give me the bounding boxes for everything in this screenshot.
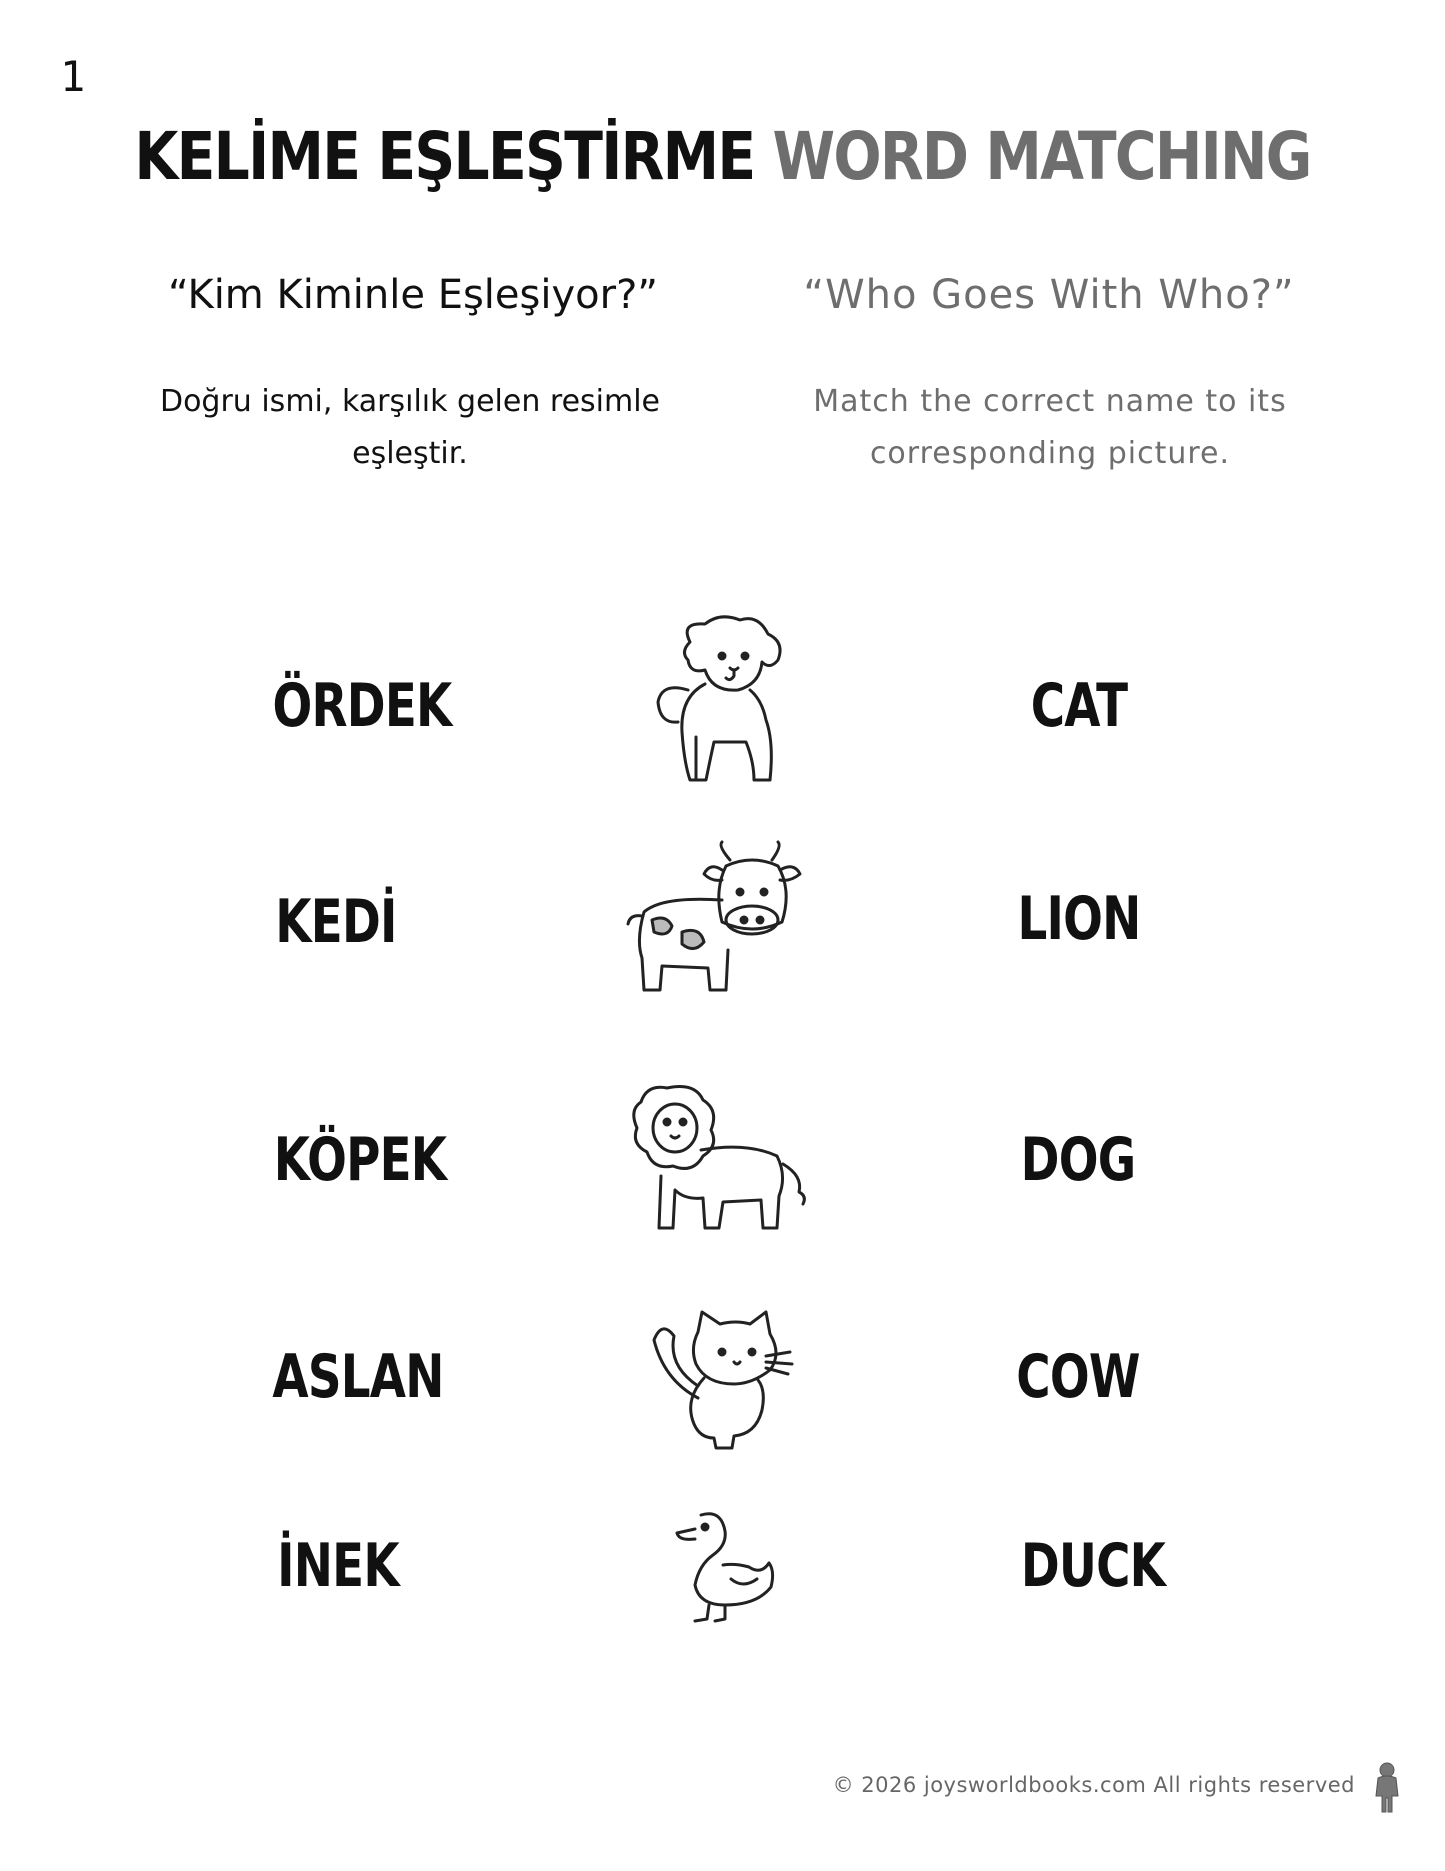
english-word-cat[interactable]: CAT xyxy=(1030,671,1128,741)
english-word-cow[interactable]: COW xyxy=(1016,1342,1140,1412)
instructions-english xyxy=(770,376,1330,480)
subtitle-english: “Who Goes With Who?” xyxy=(803,272,1295,318)
cat-icon xyxy=(640,1310,800,1450)
title-turkish: KELİME EŞLEŞTİRME xyxy=(134,118,755,195)
duck-picture[interactable] xyxy=(665,1505,785,1629)
dog-icon xyxy=(650,612,820,792)
lion-picture[interactable] xyxy=(627,1080,817,1244)
instructions-english-line-1: Match the correct name to its xyxy=(813,384,1287,419)
cat-picture[interactable] xyxy=(640,1310,800,1454)
turkish-word-aslan[interactable]: ASLAN xyxy=(272,1342,444,1412)
mascot-icon xyxy=(1370,1760,1404,1818)
duck-icon xyxy=(665,1505,785,1625)
turkish-word-kedi[interactable]: KEDİ xyxy=(275,887,397,957)
turkish-word-ordek[interactable]: ÖRDEK xyxy=(272,671,452,741)
english-word-lion[interactable]: LION xyxy=(1017,884,1141,954)
english-word-duck[interactable]: DUCK xyxy=(1020,1531,1166,1601)
instructions-turkish-line-2: eşleştir. xyxy=(352,436,468,471)
page-number: 1 xyxy=(60,52,86,101)
page-title xyxy=(101,118,1344,195)
dog-picture[interactable] xyxy=(650,612,820,796)
turkish-word-kopek[interactable]: KÖPEK xyxy=(273,1125,447,1195)
instructions-turkish-line-1: Doğru ismi, karşılık gelen resimle xyxy=(159,384,661,419)
cow-icon xyxy=(622,840,822,1010)
lion-icon xyxy=(627,1080,817,1240)
subtitle-turkish: “Kim Kiminle Eşleşiyor?” xyxy=(167,272,659,318)
english-word-dog[interactable]: DOG xyxy=(1020,1125,1136,1195)
turkish-word-inek[interactable]: İNEK xyxy=(277,1531,399,1601)
title-english: WORD MATCHING xyxy=(772,118,1311,195)
cow-picture[interactable] xyxy=(622,840,822,1014)
instructions-english-line-2: corresponding picture. xyxy=(869,436,1231,471)
copyright-footer: © 2026 joysworldbooks.com All rights reserved xyxy=(832,1773,1355,1797)
instructions-turkish xyxy=(130,376,690,480)
